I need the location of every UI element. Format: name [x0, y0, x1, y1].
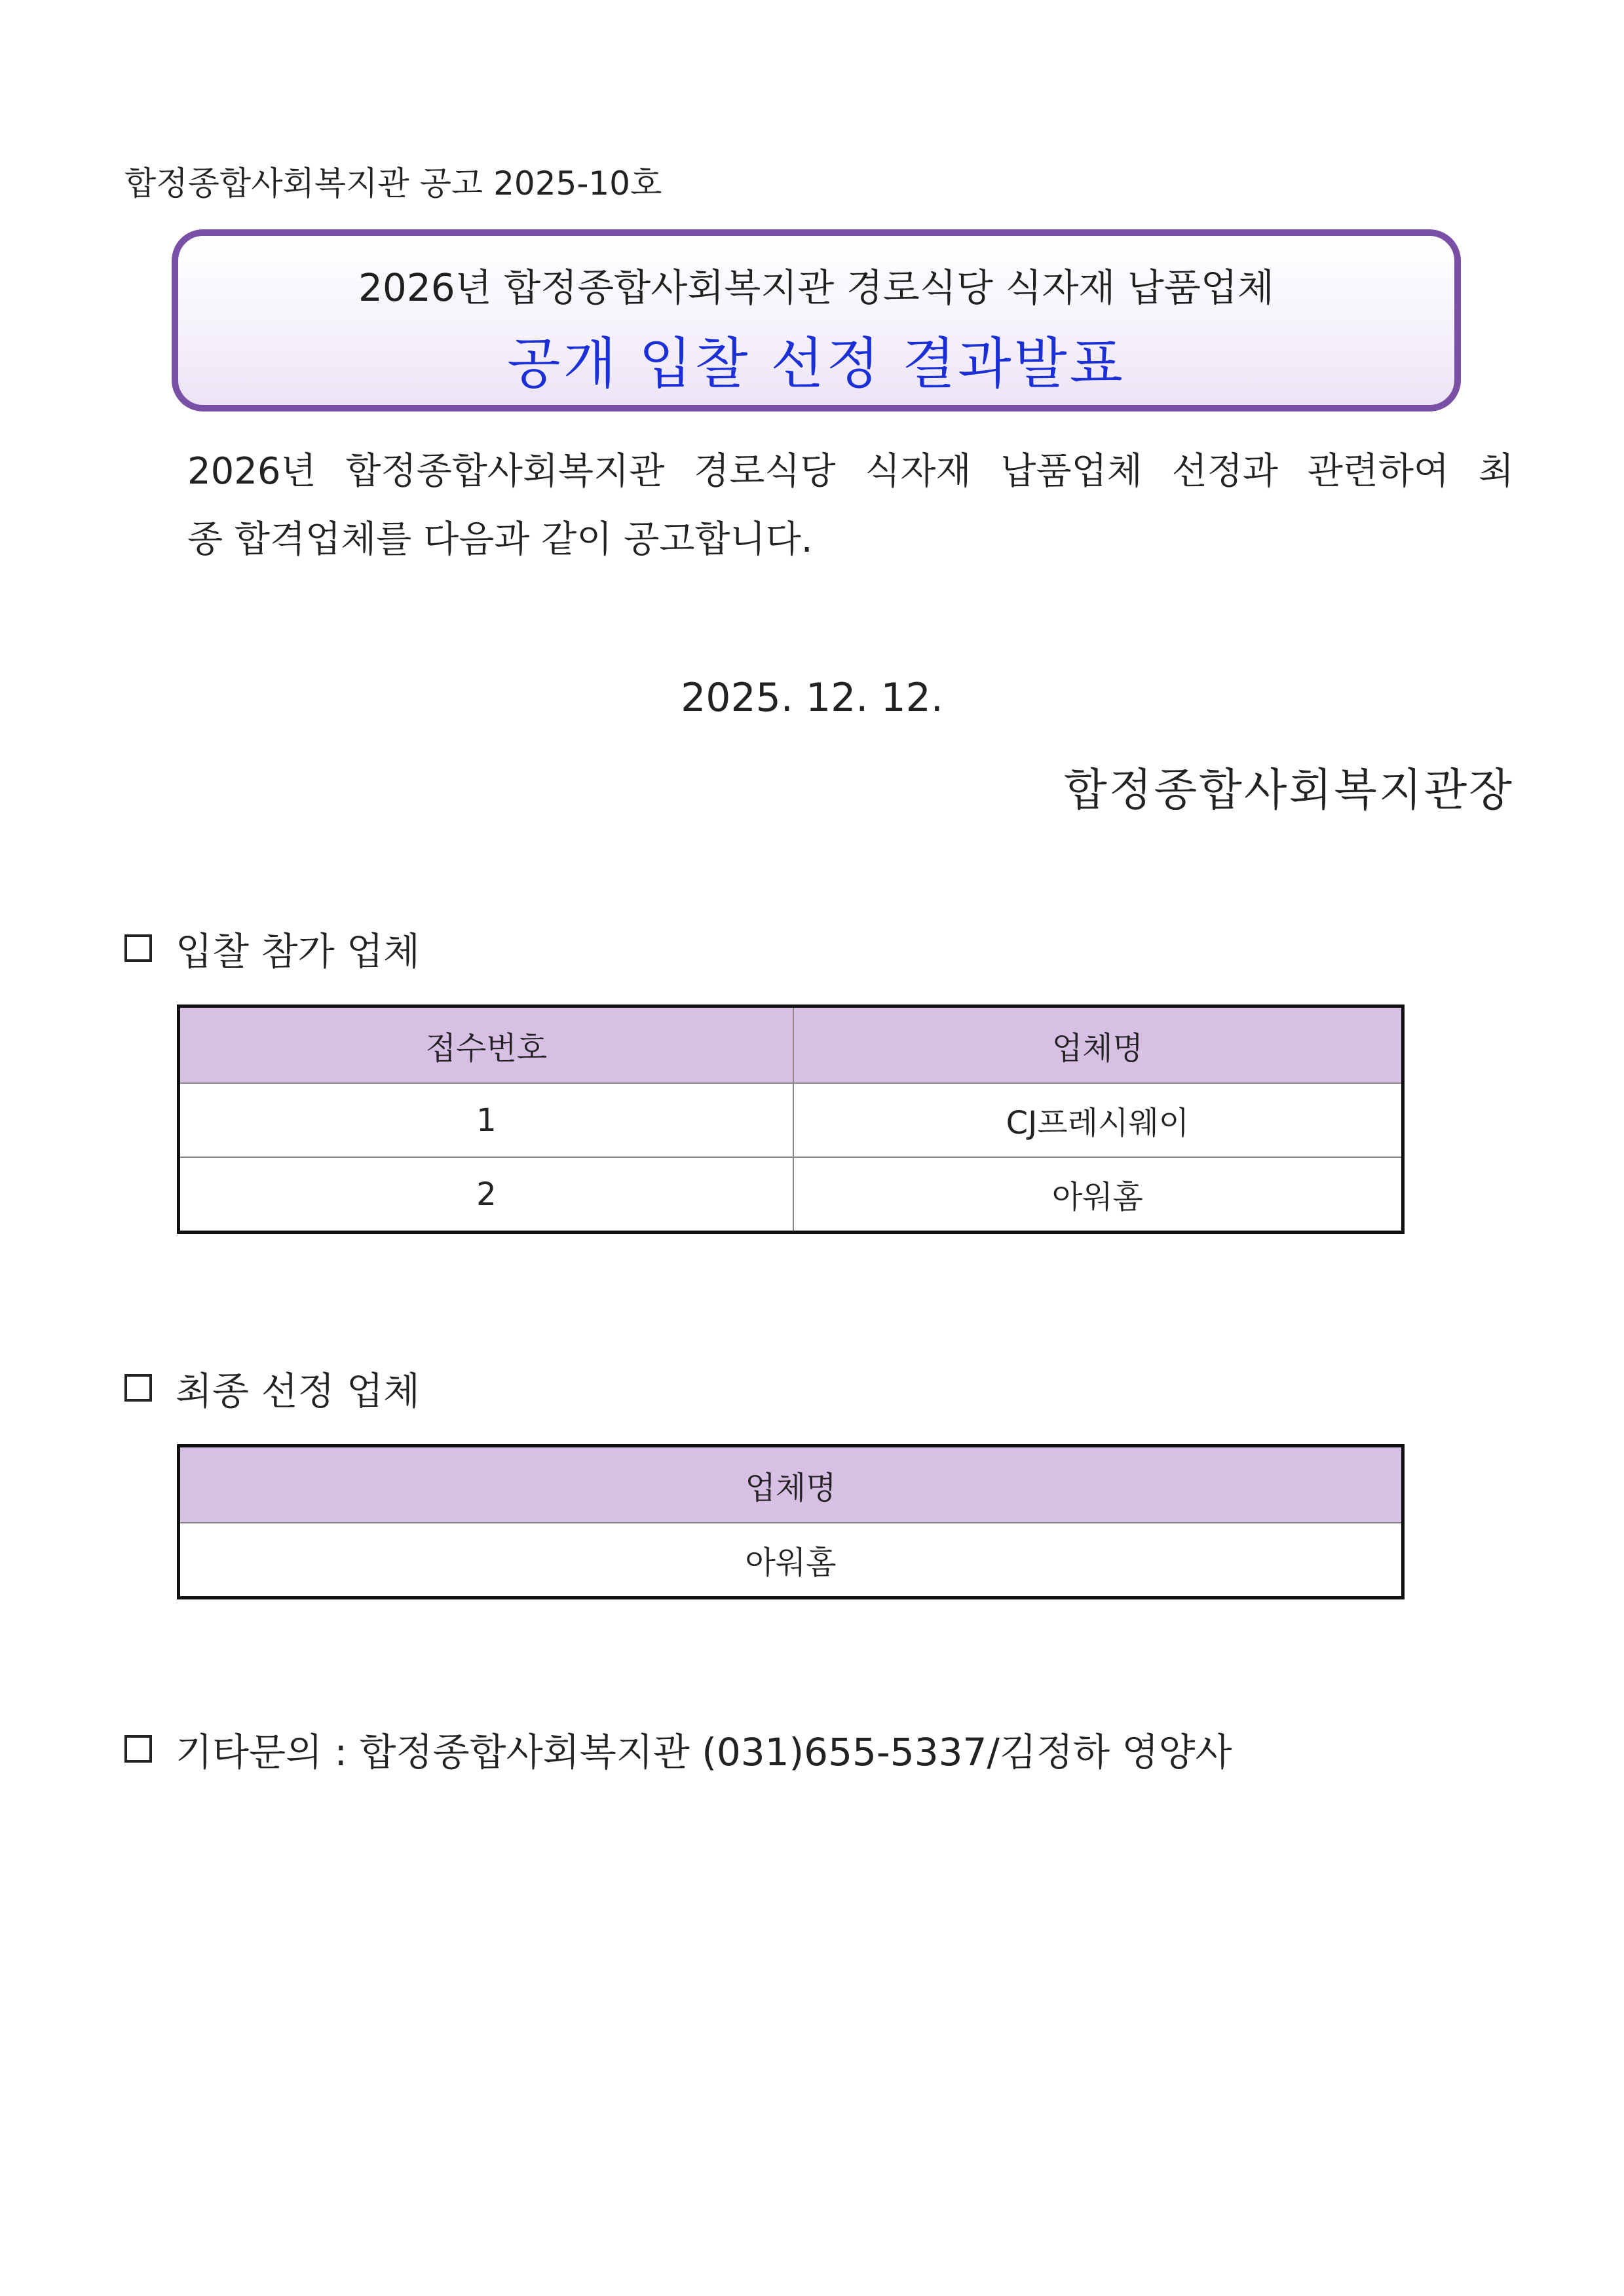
intro-line-2: 종 합격업체를 다음과 같이 공고합니다.: [187, 518, 813, 561]
table-header-row: [179, 1446, 1403, 1523]
intro-line-1: 2026년 합정종합사회복지관 경로식당 식자재 납품업체 선정과 관련하여 최: [187, 450, 1514, 493]
company-cell: CJ프레시웨이: [793, 1083, 1403, 1157]
contact-info: 기타문의 : 합정종합사회복지관 (031)655-5337/김정하 영양사: [176, 1730, 1232, 1774]
issuer-name: 합정종합사회복지관장: [1064, 765, 1514, 816]
checkbox-icon: [124, 934, 152, 962]
notice-number: 합정종합사회복지관 공고 2025-10호: [124, 164, 662, 202]
column-header-receipt-no: 접수번호: [179, 1006, 793, 1084]
final-selection-table: [177, 1444, 1405, 1599]
section-heading-participants: [124, 921, 420, 976]
intro-paragraph: [187, 438, 1514, 574]
table-row: [179, 1523, 1403, 1598]
section-heading-label: 최종 선정 업체: [176, 1369, 421, 1413]
company-cell: 아워홈: [793, 1157, 1403, 1233]
participants-table: [177, 1004, 1405, 1234]
title-frame: [172, 229, 1461, 411]
section-heading-label: 입찰 참가 업체: [176, 929, 421, 974]
table-row: [179, 1157, 1403, 1233]
checkbox-icon: [124, 1735, 152, 1763]
company-cell: 아워홈: [179, 1523, 1403, 1598]
receipt-no-cell: 2: [179, 1157, 793, 1233]
column-header-company: 업체명: [179, 1446, 1403, 1523]
receipt-no-cell: 1: [179, 1083, 793, 1157]
column-header-company: 업체명: [793, 1006, 1403, 1084]
title-line-2: 공개 입찰 선정 결과발표: [507, 332, 1125, 396]
table-row: [179, 1083, 1403, 1157]
title-line-1: 2026년 합정종합사회복지관 경로식당 식자재 납품업체: [358, 265, 1274, 310]
announcement-date: 2025. 12. 12.: [681, 675, 943, 721]
section-heading-final: [124, 1360, 420, 1415]
checkbox-icon: [124, 1374, 152, 1402]
table-header-row: [179, 1006, 1403, 1084]
section-heading-contact: [124, 1721, 1232, 1776]
